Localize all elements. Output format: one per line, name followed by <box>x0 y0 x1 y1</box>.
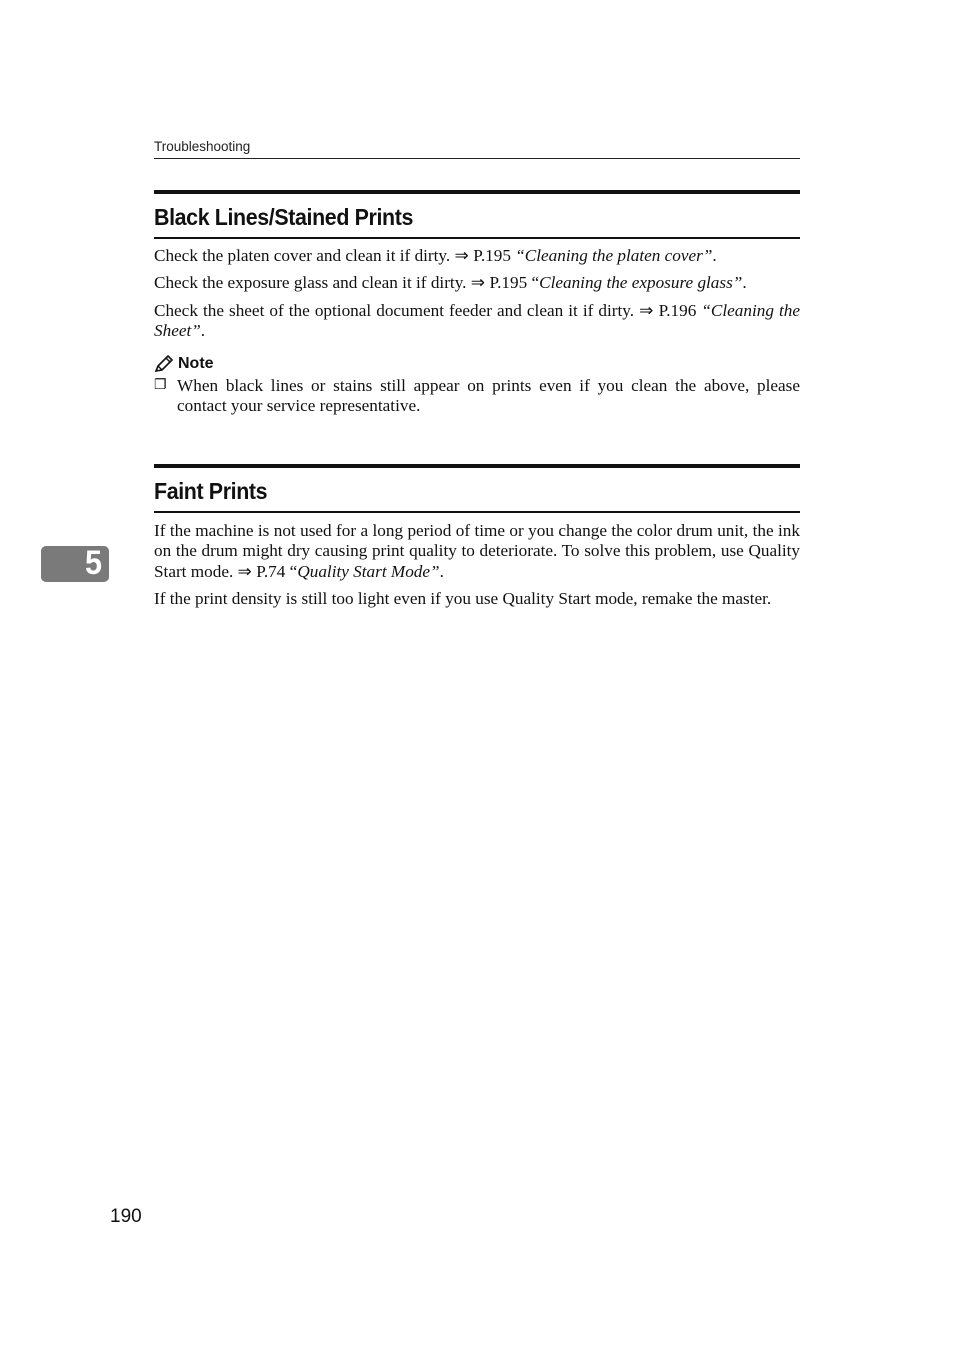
section-black-lines <box>154 190 800 417</box>
note-heading <box>154 354 800 374</box>
cross-reference[interactable]: Quality Start Mode” <box>297 561 440 581</box>
paragraph: Check the exposure glass and clean it if dirty. ⇒ P.195 “Cleaning the exposure glass”. <box>154 273 747 292</box>
section-bottom-rule <box>154 237 800 239</box>
section-heading: Black Lines/Stained Prints <box>154 204 413 230</box>
header-rule <box>154 158 800 159</box>
checkbox-bullet-icon: ❐ <box>154 377 167 393</box>
cross-reference[interactable]: Cleaning the exposure glass” <box>539 273 743 292</box>
page-number: 190 <box>110 1206 142 1227</box>
pencil-icon <box>154 355 174 373</box>
note-item <box>154 376 800 417</box>
section-top-rule <box>154 464 800 468</box>
note-label: Note <box>178 354 214 372</box>
paragraph: Check the sheet of the optional document feeder and clean it if dirty. ⇒ P.196 “Cleaning the Sheet”. <box>154 300 800 340</box>
cross-reference[interactable]: “Cleaning the Sheet” <box>154 300 800 340</box>
section-top-rule <box>154 190 800 194</box>
note-text: When black lines or stains still appear on prints even if you clean the above, please contact your service representative. <box>177 375 800 415</box>
paragraph: Check the platen cover and clean it if dirty. ⇒ P.195 “Cleaning the platen cover”. <box>154 245 717 265</box>
section-faint-prints <box>154 464 800 610</box>
running-header: Troubleshooting <box>154 139 251 154</box>
paragraph: If the machine is not used for a long period of time or you change the color drum unit, the ink on the drum might dry causing print quality to deteriorate. To solve this problem, use Quality Start mode. ⇒ P.74 “Quality Start Mode”. <box>154 520 800 581</box>
paragraph: If the print density is still too light even if you use Quality Start mode, remake the master. <box>154 589 772 608</box>
chapter-number: 5 <box>84 544 102 582</box>
cross-reference[interactable]: “Cleaning the platen cover” <box>515 245 713 265</box>
section-heading: Faint Prints <box>154 478 268 504</box>
section-bottom-rule <box>154 511 800 513</box>
